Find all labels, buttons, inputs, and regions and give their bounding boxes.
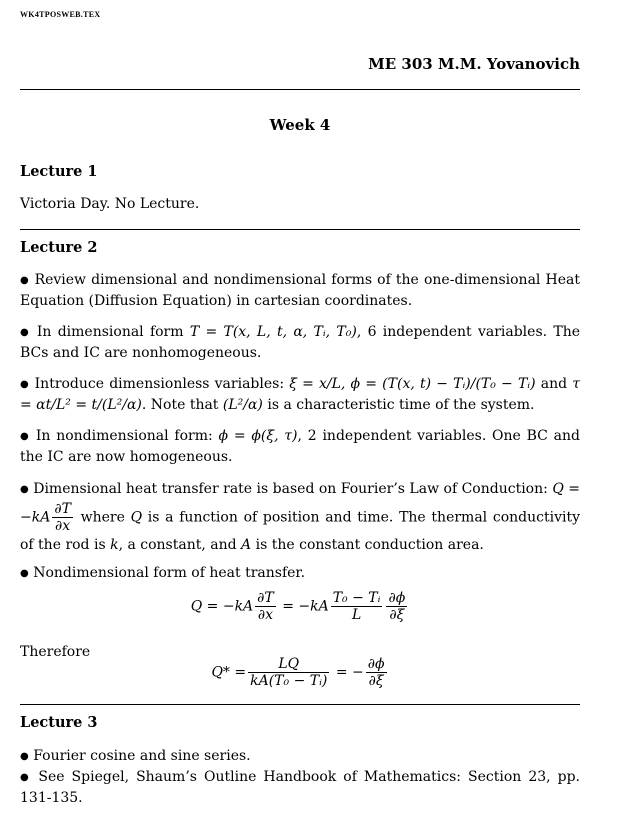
item-text: Fourier cosine and sine series. <box>33 748 251 764</box>
item-text: , a constant, and <box>118 537 242 553</box>
partial-derivative <box>52 501 73 534</box>
lecture-3-title: Lecture 3 <box>20 714 98 731</box>
fraction <box>331 590 383 623</box>
fraction-denominator: ∂ξ <box>389 607 405 623</box>
equation-term: Q* = <box>211 664 247 681</box>
math-expression: k <box>110 537 119 553</box>
item-text: See Spiegel, Shaum’s Outline Handbook of Mathematics: Section 23, pp. 131-135. <box>20 769 581 806</box>
fraction-denominator: ∂x <box>257 607 274 623</box>
week-title: Week 4 <box>269 116 331 134</box>
item-text: where <box>74 509 131 526</box>
item-text: . Note that <box>141 397 223 413</box>
bullet-icon: ● <box>20 327 31 338</box>
math-expression: T = T(x, L, t, α, Tᵢ, T₀) <box>189 324 357 340</box>
fraction-numerator: ∂ϕ <box>388 590 406 606</box>
fraction-denominator: ∂x <box>55 518 71 534</box>
item-text: and <box>535 376 573 392</box>
equation-heat-transfer <box>20 590 580 623</box>
header-divider <box>20 89 580 90</box>
fraction-numerator: ∂T <box>54 501 71 517</box>
item-text: is a function of position and time. The thermal conductivity of the rod is <box>20 509 580 553</box>
fraction <box>248 656 329 689</box>
math-expression: τ = αt/L² = t/(L²/α) <box>20 376 581 413</box>
item-text: Introduce dimensionless variables: <box>34 376 290 392</box>
bullet-icon: ● <box>20 431 31 442</box>
bullet-icon: ● <box>20 379 30 390</box>
item-text: , 2 independent variables. One BC and the IC are now homogeneous. <box>20 428 581 465</box>
bullet-icon: ● <box>20 568 29 579</box>
item-text: In nondimensional form: <box>35 428 219 444</box>
lecture-1-title: Lecture 1 <box>20 163 98 180</box>
fraction-denominator: L <box>351 607 362 623</box>
file-name-label: WK4TPOSWEB.TEX <box>20 10 101 19</box>
fraction <box>255 590 276 623</box>
bullet-icon: ● <box>20 484 29 495</box>
lecture-2-item-2 <box>20 322 580 363</box>
lecture-2-item-5 <box>20 478 580 556</box>
course-header: ME 303 M.M. Yovanovich <box>368 55 580 73</box>
math-expression: A <box>241 537 252 553</box>
fraction-denominator: kA(T₀ − Tᵢ) <box>250 673 328 689</box>
lecture-2-divider <box>20 704 580 705</box>
fraction-numerator: T₀ − Tᵢ <box>332 590 381 606</box>
fraction-denominator: ∂ξ <box>368 673 384 689</box>
bullet-icon: ● <box>20 772 32 783</box>
math-expression: Q <box>130 509 143 526</box>
fraction-numerator: ∂T <box>257 590 274 606</box>
lecture-2-item-1 <box>20 270 580 311</box>
item-text: , 6 independent variables. The BCs and IC are nonhomogeneous. <box>20 324 581 361</box>
bullet-icon: ● <box>20 275 30 286</box>
item-text: is the constant conduction area. <box>251 537 484 553</box>
math-expression: ϕ = ϕ(ξ, τ) <box>218 428 298 444</box>
lecture-2-item-4 <box>20 426 580 467</box>
fraction <box>386 590 407 623</box>
item-text: is a characteristic time of the system. <box>262 397 535 413</box>
item-text: Dimensional heat transfer rate is based on Fourier’s Law of Conduction: <box>33 481 553 497</box>
fraction <box>366 656 387 689</box>
bullet-icon: ● <box>20 751 29 762</box>
equation-dimensionless-heat <box>20 656 580 689</box>
fraction-numerator: LQ <box>248 656 329 673</box>
equation-term: Q = −kA <box>190 598 254 615</box>
lecture-1-divider <box>20 229 580 230</box>
lecture-3-item-1 <box>20 746 580 767</box>
math-expression: −kA <box>20 509 51 526</box>
math-expression: (L²/α) <box>222 397 263 413</box>
therefore-label: Therefore <box>20 644 91 660</box>
math-expression: Q = <box>552 481 580 497</box>
equation-term: = −kA <box>277 598 329 615</box>
item-text: Nondimensional form of heat transfer. <box>33 565 306 581</box>
lecture-2-item-6 <box>20 563 580 584</box>
lecture-3-item-2 <box>20 767 580 808</box>
item-text: In dimensional form <box>36 324 190 340</box>
fraction-numerator: ∂ϕ <box>367 656 385 672</box>
equation-term: = − <box>331 664 364 681</box>
lecture-2-title: Lecture 2 <box>20 239 98 256</box>
lecture-1-text: Victoria Day. No Lecture. <box>20 196 200 212</box>
lecture-2-item-3 <box>20 374 580 415</box>
math-expression: ξ = x/L, ϕ = (T(x, t) − Tᵢ)/(T₀ − Tᵢ) <box>289 376 536 392</box>
item-text: Review dimensional and nondimensional forms of the one-dimensional Heat Equation (Diffusion Equation) in cartesian coordinates. <box>20 272 580 309</box>
